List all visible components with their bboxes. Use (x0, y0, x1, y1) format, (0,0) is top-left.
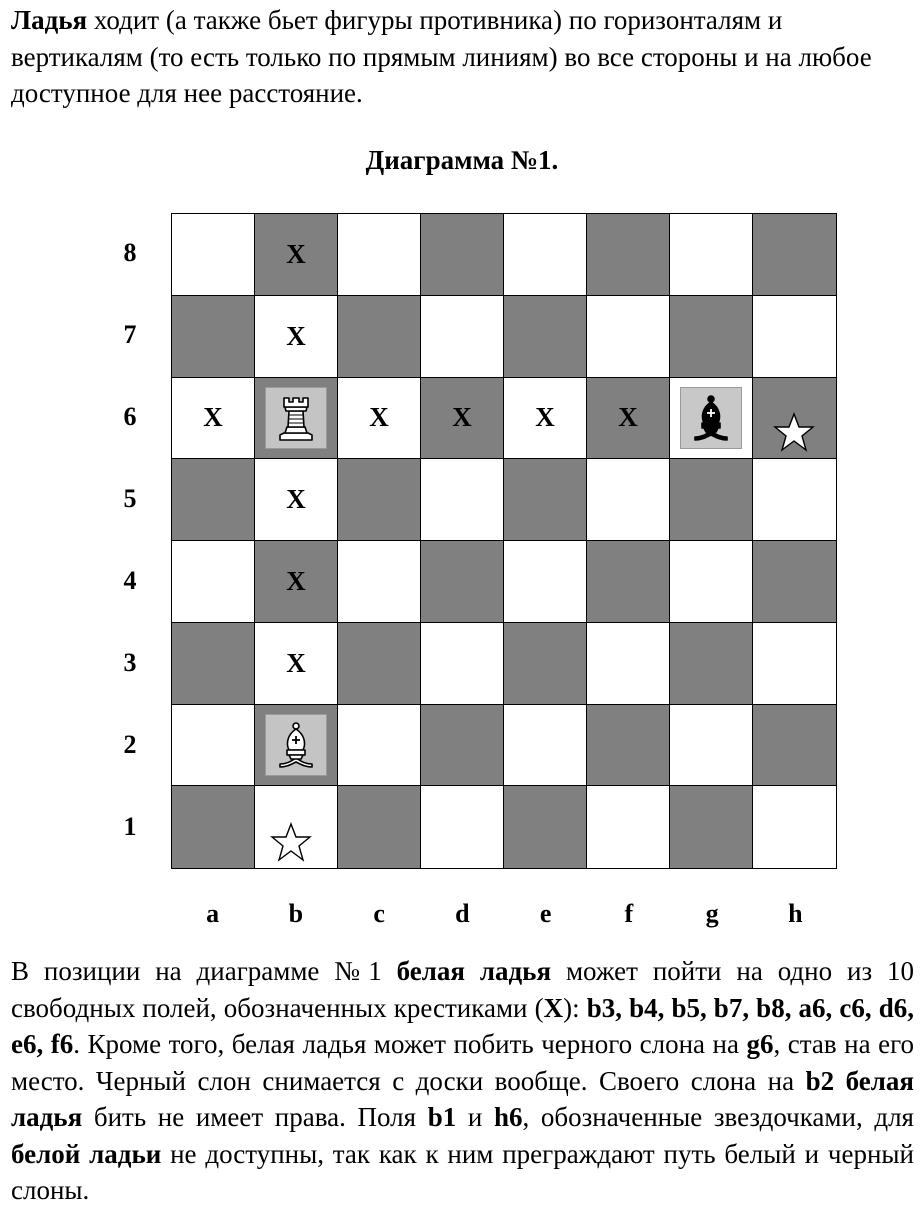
square-e2 (504, 705, 587, 787)
square-e4 (504, 541, 587, 623)
file-label: b (288, 899, 304, 928)
square-d5 (421, 459, 504, 541)
explanation-bold: белой ладьи (11, 1138, 162, 1169)
file-label: a (206, 899, 220, 928)
square-f2 (587, 705, 670, 787)
square-b5 (255, 459, 338, 541)
square-c3 (338, 623, 421, 705)
square-f8 (587, 214, 670, 296)
explanation-text: В позиции на диаграмме №1 (11, 956, 397, 986)
square-b7 (255, 296, 338, 378)
square-d6 (421, 378, 504, 460)
explanation-paragraph (11, 953, 914, 1209)
square-h2 (753, 705, 836, 787)
square-e6 (504, 378, 587, 460)
square-h8 (753, 214, 836, 296)
file-label: e (539, 899, 552, 928)
rank-label: 4 (123, 566, 137, 595)
explanation-text: , став на его место. Черный слон снимается с доски вообще. Своего слона на (11, 1029, 914, 1096)
rank-label: 6 (123, 402, 137, 431)
square-d4 (421, 541, 504, 623)
explanation-bold: g6 (746, 1029, 774, 1059)
star-icon (270, 822, 312, 867)
white-rook-icon (265, 387, 327, 449)
white-bishop-icon (265, 714, 327, 776)
explanation-bold: белая ладья (396, 956, 552, 986)
explanation-text: бить не имеет права. Поля (82, 1102, 428, 1132)
square-e7 (504, 296, 587, 378)
explanation-text: и (456, 1102, 494, 1132)
square-c6 (338, 378, 421, 460)
square-e3 (504, 623, 587, 705)
explanation-text: . Кроме того, белая ладья может побить черного слона на (73, 1029, 747, 1059)
explanation-bold: Х (543, 992, 564, 1023)
square-a3 (172, 623, 255, 705)
file-label: d (455, 899, 470, 928)
square-h3 (753, 623, 836, 705)
square-g3 (670, 623, 753, 705)
square-b2 (255, 705, 338, 787)
intro-paragraph (11, 2, 911, 112)
file-label: h (788, 899, 803, 928)
square-h6 (753, 378, 836, 460)
square-c1 (338, 786, 421, 868)
square-a4 (172, 541, 255, 623)
square-b1 (255, 786, 338, 868)
file-label: c (373, 899, 385, 928)
file-label: g (705, 899, 719, 928)
square-f3 (587, 623, 670, 705)
cross-mark: X (286, 484, 306, 515)
rank-label: 5 (123, 484, 137, 513)
chessboard (171, 213, 837, 869)
explanation-bold: b2 белая ладья (11, 1065, 914, 1132)
square-c7 (338, 296, 421, 378)
cross-mark: X (286, 565, 306, 596)
explanation-bold: b3, b4, b5, b7, b8, a6, c6, d6, e6, f6 (11, 992, 915, 1059)
explanation-bold: b1 (427, 1102, 457, 1132)
square-h7 (753, 296, 836, 378)
cross-mark: X (286, 647, 306, 678)
square-c2 (338, 705, 421, 787)
rank-label: 7 (123, 320, 137, 349)
file-label: f (624, 899, 634, 928)
rank-label: 2 (123, 730, 137, 759)
square-h5 (753, 459, 836, 541)
cross-mark: X (535, 402, 555, 433)
square-b3 (255, 623, 338, 705)
cross-mark: X (203, 402, 223, 433)
square-f4 (587, 541, 670, 623)
square-c4 (338, 541, 421, 623)
square-d8 (421, 214, 504, 296)
square-g5 (670, 459, 753, 541)
square-b6 (255, 378, 338, 460)
square-b8 (255, 214, 338, 296)
square-d2 (421, 705, 504, 787)
square-f1 (587, 786, 670, 868)
square-c8 (338, 214, 421, 296)
cross-mark: X (286, 320, 306, 351)
square-c5 (338, 459, 421, 541)
square-e8 (504, 214, 587, 296)
square-a6 (172, 378, 255, 460)
rank-label: 1 (123, 812, 137, 841)
cross-mark: X (369, 402, 389, 433)
square-e5 (504, 459, 587, 541)
square-f5 (587, 459, 670, 541)
square-a1 (172, 786, 255, 868)
diagram-title: Диаграмма №1. (365, 145, 559, 175)
square-g7 (670, 296, 753, 378)
rank-label: 3 (123, 648, 137, 677)
square-g1 (670, 786, 753, 868)
square-g2 (670, 705, 753, 787)
square-d3 (421, 623, 504, 705)
square-e1 (504, 786, 587, 868)
square-h4 (753, 541, 836, 623)
square-f7 (587, 296, 670, 378)
square-a5 (172, 459, 255, 541)
rank-label: 8 (123, 238, 137, 267)
black-bishop-icon (680, 387, 742, 449)
cross-mark: X (618, 402, 638, 433)
square-a2 (172, 705, 255, 787)
intro-bold-lead: Ладья (11, 5, 88, 35)
star-icon (773, 412, 815, 457)
explanation-text: , обозначенные звездочками, для (522, 1102, 914, 1132)
square-g8 (670, 214, 753, 296)
square-g6 (670, 378, 753, 460)
square-d1 (421, 786, 504, 868)
square-f6 (587, 378, 670, 460)
square-g4 (670, 541, 753, 623)
square-a7 (172, 296, 255, 378)
explanation-text: не доступны, так как к ним преграждают путь белый и черный слоны. (11, 1138, 914, 1205)
explanation-text: ): (563, 992, 587, 1023)
explanation-bold: h6 (493, 1102, 523, 1132)
cross-mark: X (452, 402, 472, 433)
explanation-text: может пойти на одно из 10 свободных полей, обозначенных крестиками ( (11, 956, 914, 1023)
cross-mark: X (286, 238, 306, 269)
square-b4 (255, 541, 338, 623)
square-h1 (753, 786, 836, 868)
intro-text: ходит (а также бьет фигуры противника) по горизонталям и вертикалям (то есть только по прямым линиям) во все стороны и на любое доступное для нее расстояние. (11, 5, 872, 108)
square-a8 (172, 214, 255, 296)
square-d7 (421, 296, 504, 378)
